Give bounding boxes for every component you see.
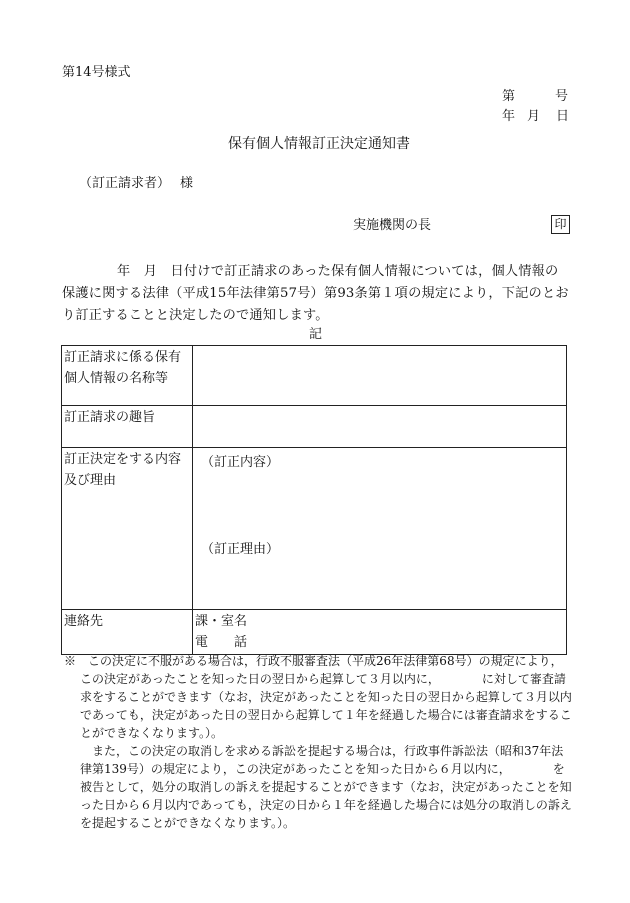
table-row <box>62 346 567 406</box>
note-block <box>64 652 572 832</box>
row-decision-value <box>193 448 567 610</box>
row-contact-label: 連絡先 <box>62 610 193 655</box>
addressee-honorific: 様 <box>180 176 194 191</box>
note-p1-first: この決定に不服がある場合は，行政不服審査法（平成26年法律第68号）の規定により， <box>88 654 563 668</box>
contact-phone: 電 話 <box>195 635 248 650</box>
row-contact-value <box>193 610 567 655</box>
table-row <box>62 406 567 448</box>
ki-heading: 記 <box>309 327 323 342</box>
details-table <box>61 345 567 655</box>
table-row <box>62 610 567 655</box>
body-paragraph <box>62 261 570 327</box>
seal-stamp-box: 印 <box>551 215 570 234</box>
row-info-name-label: 訂正請求に係る保有個人情報の名称等 <box>62 346 193 406</box>
date-month: 月 <box>527 109 541 124</box>
row-request-purpose-label: 訂正請求の趣旨 <box>62 406 193 448</box>
body-text: 年 月 日付けで訂正請求のあった保有個人情報については，個人情報の保護に関する法律（平成15年法律第57号）第93条第１項の規定により，下記のとおり訂正することと決定したので通知します。 <box>62 264 569 323</box>
doc-number-go: 号 <box>555 89 569 104</box>
note-p2 <box>64 742 572 832</box>
issuer-label: 実施機関の長 <box>353 218 432 233</box>
contact-dept: 課・室名 <box>195 614 248 629</box>
addressee-label: （訂正請求者） <box>79 176 171 191</box>
note-p1-rest: この決定があったことを知った日の翌日から起算して３月以内に， に対して審査請求をすることができます（なお，決定があったことを知った日の翌日から起算して３月以内であっても，決定があった日の翌日から起算して１年を経過した場合には審査請求をすることができなくなります。）。 <box>80 672 572 740</box>
note-p2-text: また，この決定の取消しを求める訴訟を提起する場合は，行政事件訴訟法（昭和37年法律第139号）の規定により，この決定があったことを知った日から６月以内に， を被告として，処分の取消しの訴えを提起することができます（なお，決定があったことを知った日から６月以内であっても，決定の日から１年を経過した場合には処分の取消しの訴えを提起することができなくなります。）。 <box>80 744 572 830</box>
doc-number-dai: 第 <box>502 89 516 104</box>
form-number: 第14号様式 <box>62 65 131 80</box>
correction-reason-label: （訂正理由） <box>201 542 280 557</box>
row-decision-label: 訂正決定をする内容及び理由 <box>62 448 193 610</box>
document-title: 保有個人情報訂正決定通知書 <box>228 136 410 152</box>
date-year: 年 <box>502 109 516 124</box>
row-info-name-value <box>193 346 567 406</box>
correction-content-label: （訂正内容） <box>201 455 280 470</box>
date-day: 日 <box>556 109 570 124</box>
row-request-purpose-value <box>193 406 567 448</box>
note-mark: ※ <box>64 654 77 668</box>
table-row <box>62 448 567 610</box>
